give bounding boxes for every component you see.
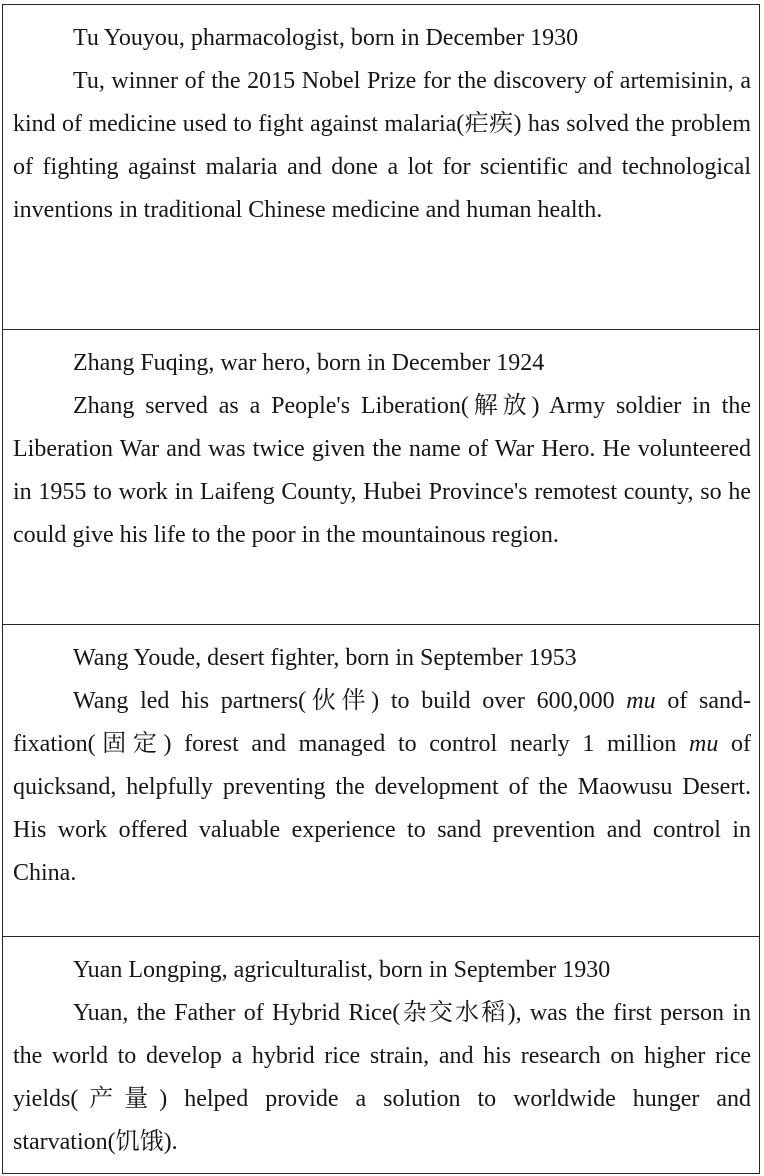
profile-body: Yuan, the Father of Hybrid Rice(杂交水稻), was the first person in the world to develop a hybrid rice strain, and his research on higher rice yields(产量) helped provide a solution to worldwide hunger and starvation(饥饿). xyxy=(13,1000,751,1155)
profile-heading: Yuan Longping, agriculturalist, born in September 1930 xyxy=(73,957,611,983)
profile-cell-tu-youyou xyxy=(3,5,759,330)
profile-heading: Zhang Fuqing, war hero, born in December 1924 xyxy=(73,350,545,376)
profiles-table xyxy=(2,4,760,1174)
body-text: Wang led his partners(伙伴) to build over 600,000 xyxy=(73,688,627,714)
profile-cell-zhang-fuqing xyxy=(3,330,759,625)
profile-body xyxy=(13,680,751,895)
body-text: of quicksand, helpfully preventing the development of the Maowusu Desert. His work offered valuable experience to sand prevention and control in China. xyxy=(13,731,751,886)
body-text: of sand-fixation(固定) forest and managed to control nearly 1 million xyxy=(13,688,752,757)
profile-heading: Wang Youde, desert fighter, born in September 1953 xyxy=(73,645,577,671)
profile-body: Tu, winner of the 2015 Nobel Prize for the discovery of artemisinin, a kind of medicine used to fight against malaria(疟疾) has solved the problem of fighting against malaria and done a lot for scientific and technological inventions in traditional Chinese medicine and human health. xyxy=(13,68,751,223)
profile-heading: Tu Youyou, pharmacologist, born in December 1930 xyxy=(73,25,579,51)
profile-cell-wang-youde xyxy=(3,625,759,937)
profile-body: Zhang served as a People's Liberation(解放) Army soldier in the Liberation War and was twice given the name of War Hero. He volunteered in 1955 to work in Laifeng County, Hubei Province's remotest county, so he could give his life to the poor in the mountainous region. xyxy=(13,393,751,548)
profile-cell-yuan-longping xyxy=(3,937,759,1173)
unit-mu: mu xyxy=(626,688,656,714)
unit-mu: mu xyxy=(689,731,719,757)
